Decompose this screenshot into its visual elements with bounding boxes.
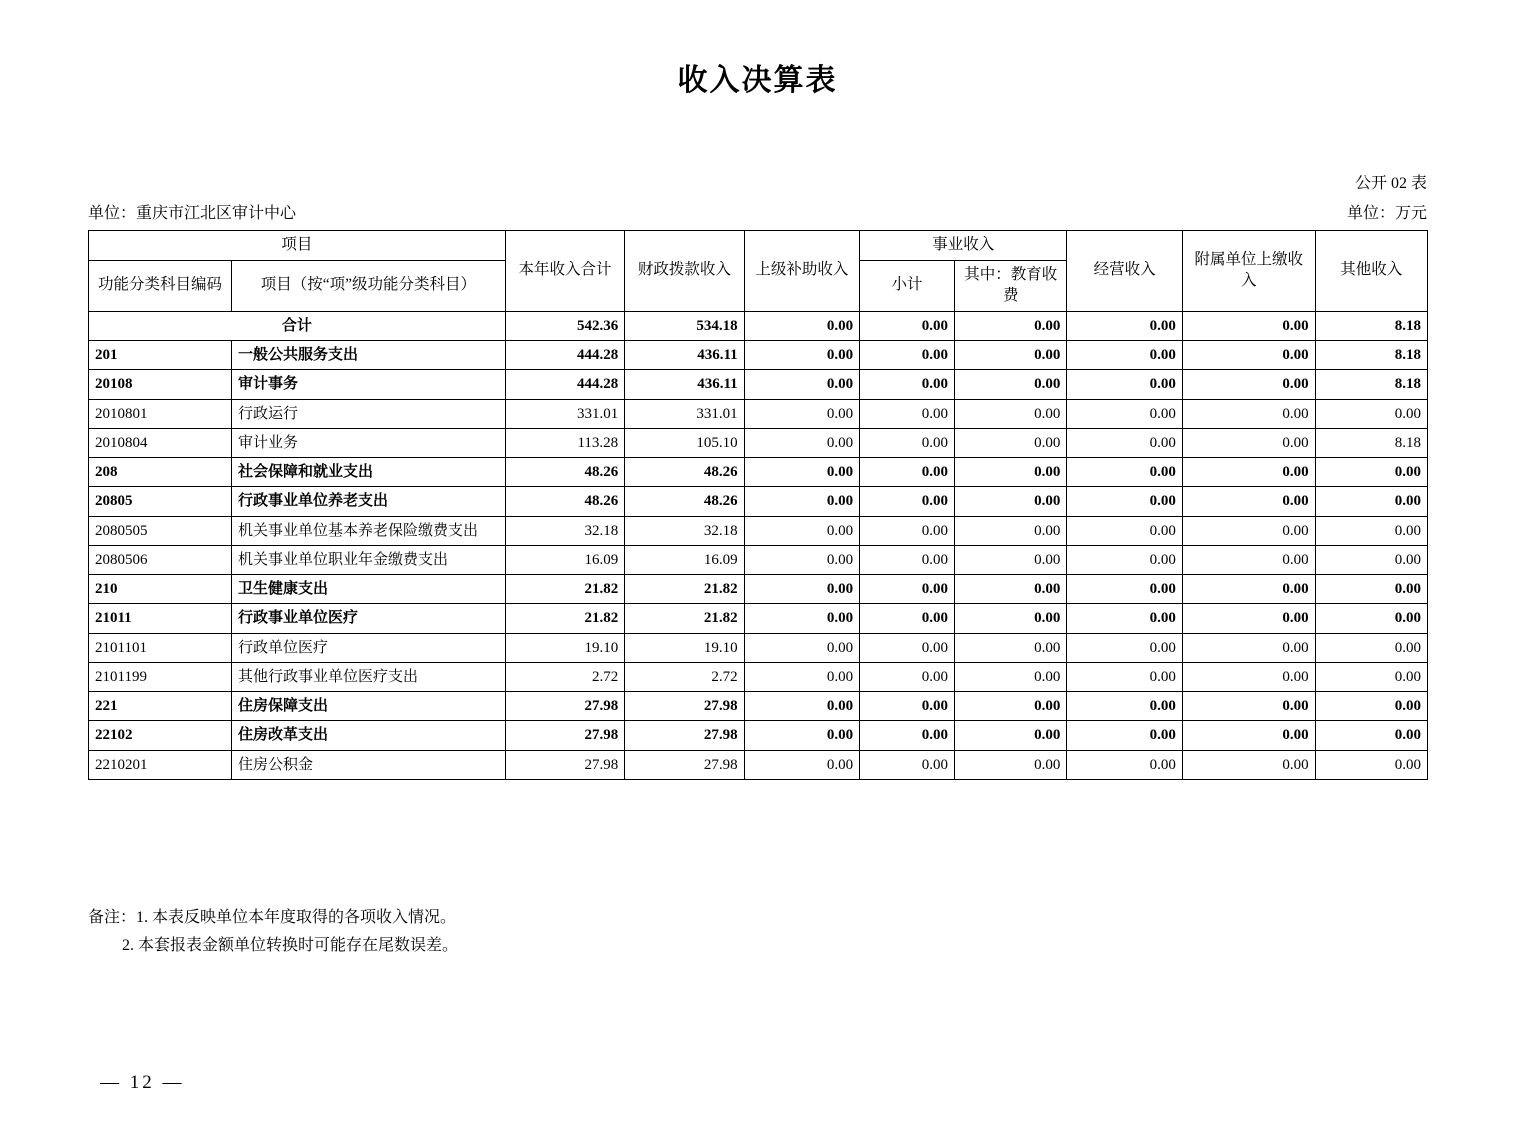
row-value: 48.26 xyxy=(625,458,744,487)
amount-unit-label: 单位：万元 xyxy=(1346,205,1427,222)
row-value: 0.00 xyxy=(1067,516,1182,545)
row-function-code: 210 xyxy=(89,575,232,604)
note-line-2: 2. 本套报表金额单位转换时可能存在尾数误差。 xyxy=(122,937,459,954)
unit-label: 单位：重庆市江北区审计中心 xyxy=(88,205,297,222)
row-project-name: 住房改革支出 xyxy=(231,721,505,750)
row-function-code: 20108 xyxy=(89,370,232,399)
row-value: 0.00 xyxy=(955,428,1067,457)
row-value: 0.00 xyxy=(1182,399,1315,428)
row-value: 8.18 xyxy=(1315,370,1427,399)
row-value: 21.82 xyxy=(625,604,744,633)
row-value: 0.00 xyxy=(1315,750,1427,779)
header-operating-income: 经营收入 xyxy=(1067,231,1182,312)
table-row-total xyxy=(89,311,1428,340)
row-value: 0.00 xyxy=(1315,458,1427,487)
header-function-code: 功能分类科目编码 xyxy=(89,260,232,311)
row-value: 0.00 xyxy=(860,633,955,662)
row-value: 0.00 xyxy=(744,750,859,779)
row-value: 0.00 xyxy=(860,662,955,691)
header-superior-subsidy: 上级补助收入 xyxy=(744,231,859,312)
header-business-income-group: 事业收入 xyxy=(860,231,1067,261)
row-value: 32.18 xyxy=(505,516,624,545)
row-value: 0.00 xyxy=(744,604,859,633)
row-project-name: 机关事业单位基本养老保险缴费支出 xyxy=(231,516,505,545)
row-value: 0.00 xyxy=(1067,370,1182,399)
row-value: 8.18 xyxy=(1315,341,1427,370)
row-value: 0.00 xyxy=(1315,545,1427,574)
row-value: 0.00 xyxy=(744,516,859,545)
row-value: 0.00 xyxy=(1067,341,1182,370)
row-value: 0.00 xyxy=(955,516,1067,545)
income-final-accounts-table xyxy=(88,230,1428,780)
total-row-value: 0.00 xyxy=(744,311,859,340)
row-value: 0.00 xyxy=(860,341,955,370)
row-project-name: 一般公共服务支出 xyxy=(231,341,505,370)
header-business-edu-fee: 其中：教育收费 xyxy=(955,260,1067,311)
row-value: 0.00 xyxy=(1067,633,1182,662)
row-value: 21.82 xyxy=(505,575,624,604)
row-value: 0.00 xyxy=(955,545,1067,574)
total-row-value: 0.00 xyxy=(860,311,955,340)
row-value: 0.00 xyxy=(1067,545,1182,574)
row-value: 0.00 xyxy=(1182,341,1315,370)
row-value: 0.00 xyxy=(1182,604,1315,633)
row-value: 27.98 xyxy=(505,750,624,779)
row-value: 0.00 xyxy=(860,399,955,428)
row-value: 0.00 xyxy=(860,458,955,487)
row-value: 105.10 xyxy=(625,428,744,457)
row-value: 48.26 xyxy=(505,487,624,516)
table-row xyxy=(89,399,1428,428)
table-header-row-1 xyxy=(89,231,1428,261)
row-value: 0.00 xyxy=(860,604,955,633)
row-value: 0.00 xyxy=(955,575,1067,604)
row-project-name: 审计事务 xyxy=(231,370,505,399)
row-value: 0.00 xyxy=(1067,428,1182,457)
table-row xyxy=(89,633,1428,662)
row-value: 19.10 xyxy=(505,633,624,662)
table-row xyxy=(89,604,1428,633)
note-line-1: 备注：1. 本表反映单位本年度取得的各项收入情况。 xyxy=(88,909,457,926)
row-function-code: 2080506 xyxy=(89,545,232,574)
header-affiliate-income: 附属单位上缴收入 xyxy=(1182,231,1315,312)
row-value: 48.26 xyxy=(505,458,624,487)
row-value: 0.00 xyxy=(860,370,955,399)
row-value: 436.11 xyxy=(625,341,744,370)
row-value: 0.00 xyxy=(744,428,859,457)
row-value: 0.00 xyxy=(744,662,859,691)
row-value: 0.00 xyxy=(1182,487,1315,516)
row-value: 0.00 xyxy=(1182,692,1315,721)
row-value: 27.98 xyxy=(625,721,744,750)
total-row-value: 0.00 xyxy=(955,311,1067,340)
document-page xyxy=(0,55,1515,1124)
row-project-name: 其他行政事业单位医疗支出 xyxy=(231,662,505,691)
row-value: 0.00 xyxy=(955,487,1067,516)
row-value: 21.82 xyxy=(625,575,744,604)
total-row-value: 0.00 xyxy=(1182,311,1315,340)
row-value: 32.18 xyxy=(625,516,744,545)
row-value: 0.00 xyxy=(955,370,1067,399)
table-row xyxy=(89,487,1428,516)
row-value: 0.00 xyxy=(1067,662,1182,691)
row-value: 0.00 xyxy=(744,370,859,399)
row-value: 0.00 xyxy=(860,575,955,604)
meta-row xyxy=(88,200,1427,223)
row-project-name: 住房公积金 xyxy=(231,750,505,779)
table-body xyxy=(89,311,1428,779)
total-row-value: 542.36 xyxy=(505,311,624,340)
row-value: 0.00 xyxy=(744,399,859,428)
row-value: 0.00 xyxy=(744,545,859,574)
row-value: 0.00 xyxy=(1315,662,1427,691)
form-code-label: 公开 02 表 xyxy=(1354,175,1427,192)
row-value: 27.98 xyxy=(625,692,744,721)
row-value: 0.00 xyxy=(860,545,955,574)
row-value: 0.00 xyxy=(744,633,859,662)
row-value: 0.00 xyxy=(955,721,1067,750)
row-project-name: 审计业务 xyxy=(231,428,505,457)
row-value: 331.01 xyxy=(505,399,624,428)
row-value: 0.00 xyxy=(1182,458,1315,487)
row-value: 0.00 xyxy=(1182,575,1315,604)
row-value: 0.00 xyxy=(744,575,859,604)
row-value: 0.00 xyxy=(955,604,1067,633)
row-function-code: 20805 xyxy=(89,487,232,516)
row-value: 0.00 xyxy=(1067,458,1182,487)
row-value: 0.00 xyxy=(1182,721,1315,750)
row-value: 0.00 xyxy=(1067,575,1182,604)
row-value: 0.00 xyxy=(744,458,859,487)
row-value: 0.00 xyxy=(744,487,859,516)
row-value: 0.00 xyxy=(1182,428,1315,457)
page-title: 收入决算表 xyxy=(677,64,838,97)
row-value: 0.00 xyxy=(955,692,1067,721)
row-value: 27.98 xyxy=(505,721,624,750)
row-function-code: 2101101 xyxy=(89,633,232,662)
row-value: 0.00 xyxy=(1067,399,1182,428)
table-row xyxy=(89,516,1428,545)
table-row xyxy=(89,428,1428,457)
row-value: 0.00 xyxy=(1182,545,1315,574)
table-row xyxy=(89,750,1428,779)
row-value: 0.00 xyxy=(744,721,859,750)
row-value: 19.10 xyxy=(625,633,744,662)
row-value: 0.00 xyxy=(860,516,955,545)
row-value: 21.82 xyxy=(505,604,624,633)
row-value: 0.00 xyxy=(860,428,955,457)
table-row xyxy=(89,370,1428,399)
row-function-code: 2210201 xyxy=(89,750,232,779)
row-value: 331.01 xyxy=(625,399,744,428)
row-value: 0.00 xyxy=(1067,750,1182,779)
row-value: 2.72 xyxy=(505,662,624,691)
row-value: 27.98 xyxy=(505,692,624,721)
row-value: 0.00 xyxy=(1315,399,1427,428)
row-value: 0.00 xyxy=(955,399,1067,428)
row-value: 0.00 xyxy=(1182,662,1315,691)
row-value: 0.00 xyxy=(860,721,955,750)
row-value: 0.00 xyxy=(955,750,1067,779)
row-value: 0.00 xyxy=(1182,750,1315,779)
row-value: 0.00 xyxy=(1067,487,1182,516)
row-value: 0.00 xyxy=(1315,633,1427,662)
row-value: 444.28 xyxy=(505,341,624,370)
row-value: 0.00 xyxy=(1067,721,1182,750)
row-value: 0.00 xyxy=(1182,370,1315,399)
header-fiscal-appropriation: 财政拨款收入 xyxy=(625,231,744,312)
row-value: 0.00 xyxy=(860,750,955,779)
row-value: 0.00 xyxy=(1182,633,1315,662)
total-row-value: 8.18 xyxy=(1315,311,1427,340)
row-function-code: 221 xyxy=(89,692,232,721)
row-value: 0.00 xyxy=(744,692,859,721)
row-value: 0.00 xyxy=(860,487,955,516)
row-value: 0.00 xyxy=(1067,692,1182,721)
row-function-code: 208 xyxy=(89,458,232,487)
row-function-code: 201 xyxy=(89,341,232,370)
row-value: 16.09 xyxy=(505,545,624,574)
row-value: 0.00 xyxy=(1182,516,1315,545)
row-value: 0.00 xyxy=(860,692,955,721)
row-value: 0.00 xyxy=(1315,721,1427,750)
row-value: 16.09 xyxy=(625,545,744,574)
row-value: 0.00 xyxy=(744,341,859,370)
table-row xyxy=(89,575,1428,604)
row-project-name: 卫生健康支出 xyxy=(231,575,505,604)
total-row-value: 0.00 xyxy=(1067,311,1182,340)
row-value: 0.00 xyxy=(1315,516,1427,545)
header-total-income: 本年收入合计 xyxy=(505,231,624,312)
row-function-code: 21011 xyxy=(89,604,232,633)
row-value: 48.26 xyxy=(625,487,744,516)
row-function-code: 22102 xyxy=(89,721,232,750)
row-function-code: 2010804 xyxy=(89,428,232,457)
table-row xyxy=(89,721,1428,750)
row-project-name: 机关事业单位职业年金缴费支出 xyxy=(231,545,505,574)
total-row-value: 534.18 xyxy=(625,311,744,340)
table-row xyxy=(89,341,1428,370)
row-project-name: 行政运行 xyxy=(231,399,505,428)
table-row xyxy=(89,662,1428,691)
total-row-label: 合计 xyxy=(89,311,506,340)
row-value: 0.00 xyxy=(1315,604,1427,633)
row-value: 2.72 xyxy=(625,662,744,691)
header-other-income: 其他收入 xyxy=(1315,231,1427,312)
row-function-code: 2080505 xyxy=(89,516,232,545)
header-business-subtotal: 小计 xyxy=(860,260,955,311)
row-project-name: 行政事业单位医疗 xyxy=(231,604,505,633)
row-value: 436.11 xyxy=(625,370,744,399)
row-project-name: 社会保障和就业支出 xyxy=(231,458,505,487)
row-value: 444.28 xyxy=(505,370,624,399)
row-value: 8.18 xyxy=(1315,428,1427,457)
table-row xyxy=(89,692,1428,721)
row-value: 0.00 xyxy=(1067,604,1182,633)
row-value: 27.98 xyxy=(625,750,744,779)
row-project-name: 住房保障支出 xyxy=(231,692,505,721)
row-value: 0.00 xyxy=(1315,575,1427,604)
row-project-name: 行政事业单位养老支出 xyxy=(231,487,505,516)
row-value: 0.00 xyxy=(1315,487,1427,516)
table-row xyxy=(89,545,1428,574)
row-value: 0.00 xyxy=(955,633,1067,662)
row-function-code: 2101199 xyxy=(89,662,232,691)
row-project-name: 行政单位医疗 xyxy=(231,633,505,662)
header-project-group: 项目 xyxy=(89,231,506,261)
row-value: 113.28 xyxy=(505,428,624,457)
page-number: — 12 — xyxy=(100,1072,185,1093)
row-function-code: 2010801 xyxy=(89,399,232,428)
table-row xyxy=(89,458,1428,487)
row-value: 0.00 xyxy=(955,662,1067,691)
header-project-name: 项目（按“项”级功能分类科目） xyxy=(231,260,505,311)
row-value: 0.00 xyxy=(955,341,1067,370)
row-value: 0.00 xyxy=(1315,692,1427,721)
row-value: 0.00 xyxy=(955,458,1067,487)
